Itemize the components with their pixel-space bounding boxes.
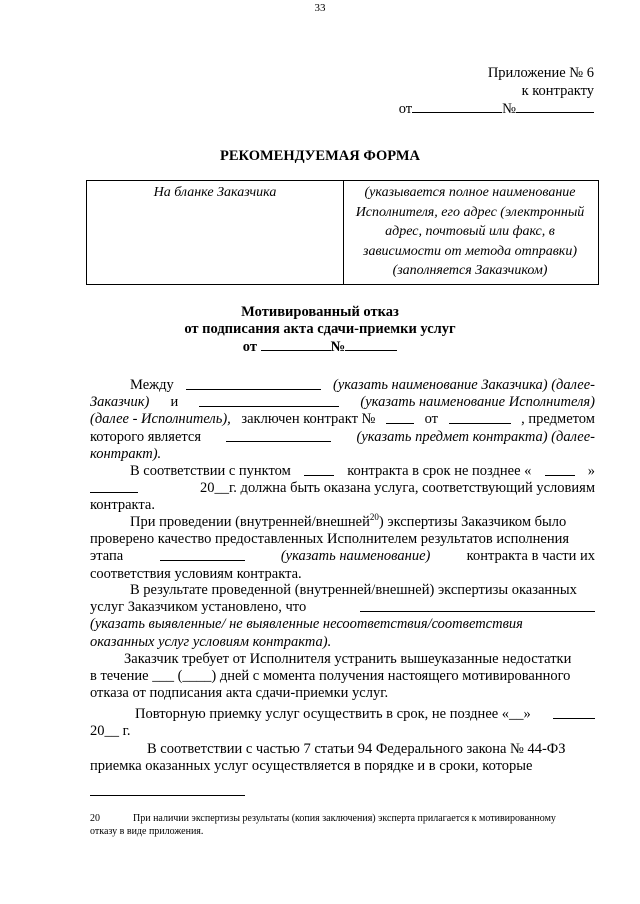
blank xyxy=(386,411,414,424)
text: приемка оказанных услуг осуществляется в порядке и в сроки, которые xyxy=(90,758,533,775)
text: 20__ г. xyxy=(90,723,131,740)
text: , предметом xyxy=(521,411,595,428)
appendix-line-1: Приложение № 6 xyxy=(487,65,594,81)
blank xyxy=(304,463,334,476)
text: контракт). xyxy=(90,445,162,462)
page-number: 33 xyxy=(314,2,326,14)
header-box xyxy=(86,180,599,285)
paragraph-1 xyxy=(90,377,595,463)
doc-date-blank xyxy=(261,338,331,351)
doc-title-no: № xyxy=(330,339,346,355)
doc-title-from: от xyxy=(242,339,257,355)
text: ) экспертизы Заказчиком было xyxy=(378,514,567,530)
text: которого является xyxy=(90,428,202,445)
footnote-number: 20 xyxy=(90,813,100,824)
text: Заказчик) xyxy=(90,394,150,411)
doc-title-line-2: от подписания акта сдачи-приемки услуг xyxy=(184,321,456,337)
blank xyxy=(449,411,511,424)
number-blank xyxy=(516,100,594,113)
text xyxy=(130,514,566,531)
recipient-info-line: (заполняется Заказчиком) xyxy=(392,263,548,278)
recipient-info-cell xyxy=(344,183,596,281)
text: » xyxy=(587,463,595,479)
text: Повторную приемку услуг осуществить в срок, не позднее «__» xyxy=(135,706,531,722)
text: Заказчик требует от Исполнителя устранить вышеуказанные недостатки xyxy=(124,651,572,667)
footnote-text: При наличии экспертизы результаты (копия заключения) эксперта прилагается к мотивированному xyxy=(133,813,556,824)
text: (указать предмет контракта) (далее- xyxy=(356,428,595,445)
text: контракта. xyxy=(90,497,155,514)
text: В соответствии с частью 7 статьи 94 Федерального закона № 44-ФЗ xyxy=(147,741,566,757)
footnote xyxy=(90,812,595,838)
text: В соответствии с пунктом xyxy=(130,463,291,479)
paragraph-4 xyxy=(90,582,595,651)
text: соответствия условиям контракта. xyxy=(90,565,302,582)
paragraph-7 xyxy=(90,741,595,775)
text: 20__г. должна быть оказана услуга, соответствующий условиям xyxy=(200,480,595,497)
paragraph-5 xyxy=(90,651,595,703)
text: этапа xyxy=(90,548,124,565)
recipient-info-line: зависимости от метода отправки) xyxy=(363,243,577,259)
doc-title-line-3 xyxy=(0,338,640,356)
date-blank xyxy=(412,100,502,113)
blank xyxy=(160,548,245,561)
text: контракта в срок не позднее « xyxy=(347,463,532,479)
blank xyxy=(199,394,339,407)
blank xyxy=(553,706,595,719)
paragraph-3 xyxy=(90,514,595,583)
blank xyxy=(545,463,575,476)
doc-number-blank xyxy=(345,338,397,351)
blank xyxy=(186,377,321,390)
doc-title-line-1: Мотивированный отказ xyxy=(241,304,399,320)
text: (указать наименование) xyxy=(280,548,431,565)
paragraph-2 xyxy=(90,463,595,515)
blank xyxy=(226,429,331,442)
blank xyxy=(360,599,595,612)
text: услуг Заказчиком установлено, что xyxy=(90,599,307,616)
appendix-from-label: от xyxy=(398,101,413,117)
text: При проведении (внутренней/внешней xyxy=(130,514,370,530)
appendix-line-3 xyxy=(399,100,594,118)
text: заключен контракт № xyxy=(241,411,376,428)
recipient-info-line: адрес, почтовый или факс, в xyxy=(385,224,555,239)
recipient-info-line: (указывается полное наименование xyxy=(364,185,576,200)
form-title: РЕКОМЕНДУЕМАЯ ФОРМА xyxy=(220,148,420,164)
text: (указать выявленные/ не выявленные несоответствия/соответствия xyxy=(90,616,523,633)
appendix-no-label: № xyxy=(502,101,516,117)
text: (указать наименование Заказчика) (далее- xyxy=(333,377,595,393)
text: проверено качество предоставленных Исполнителем результатов исполнения xyxy=(90,531,570,548)
recipient-info-line: Исполнителя, его адрес (электронный xyxy=(355,204,585,220)
appendix-line-2: к контракту xyxy=(521,83,594,99)
paragraph-6 xyxy=(90,706,595,740)
text: от xyxy=(424,411,438,428)
footnote-text: отказу в виде приложения. xyxy=(90,826,204,837)
text: (указать наименование Исполнителя) xyxy=(360,394,595,411)
footnote-ref: 20 xyxy=(369,512,379,523)
text: оказанных услуг условиям контракта). xyxy=(90,633,332,650)
customer-letterhead-cell: На бланке Заказчика xyxy=(153,185,277,200)
text: и xyxy=(170,394,179,411)
document-title xyxy=(0,304,640,356)
text: В результате проведенной (внутренней/внешней) экспертизы оказанных xyxy=(130,582,577,598)
text: Между xyxy=(130,377,174,393)
text: контракта в части их xyxy=(466,548,595,565)
text: в течение ___ (____) дней с момента получения настоящего мотивированного xyxy=(90,668,571,685)
text: (далее - Исполнитель), xyxy=(90,411,231,428)
blank xyxy=(90,480,138,493)
footnote-separator xyxy=(90,795,245,796)
text: отказа от подписания акта сдачи-приемки услуг. xyxy=(90,685,389,702)
